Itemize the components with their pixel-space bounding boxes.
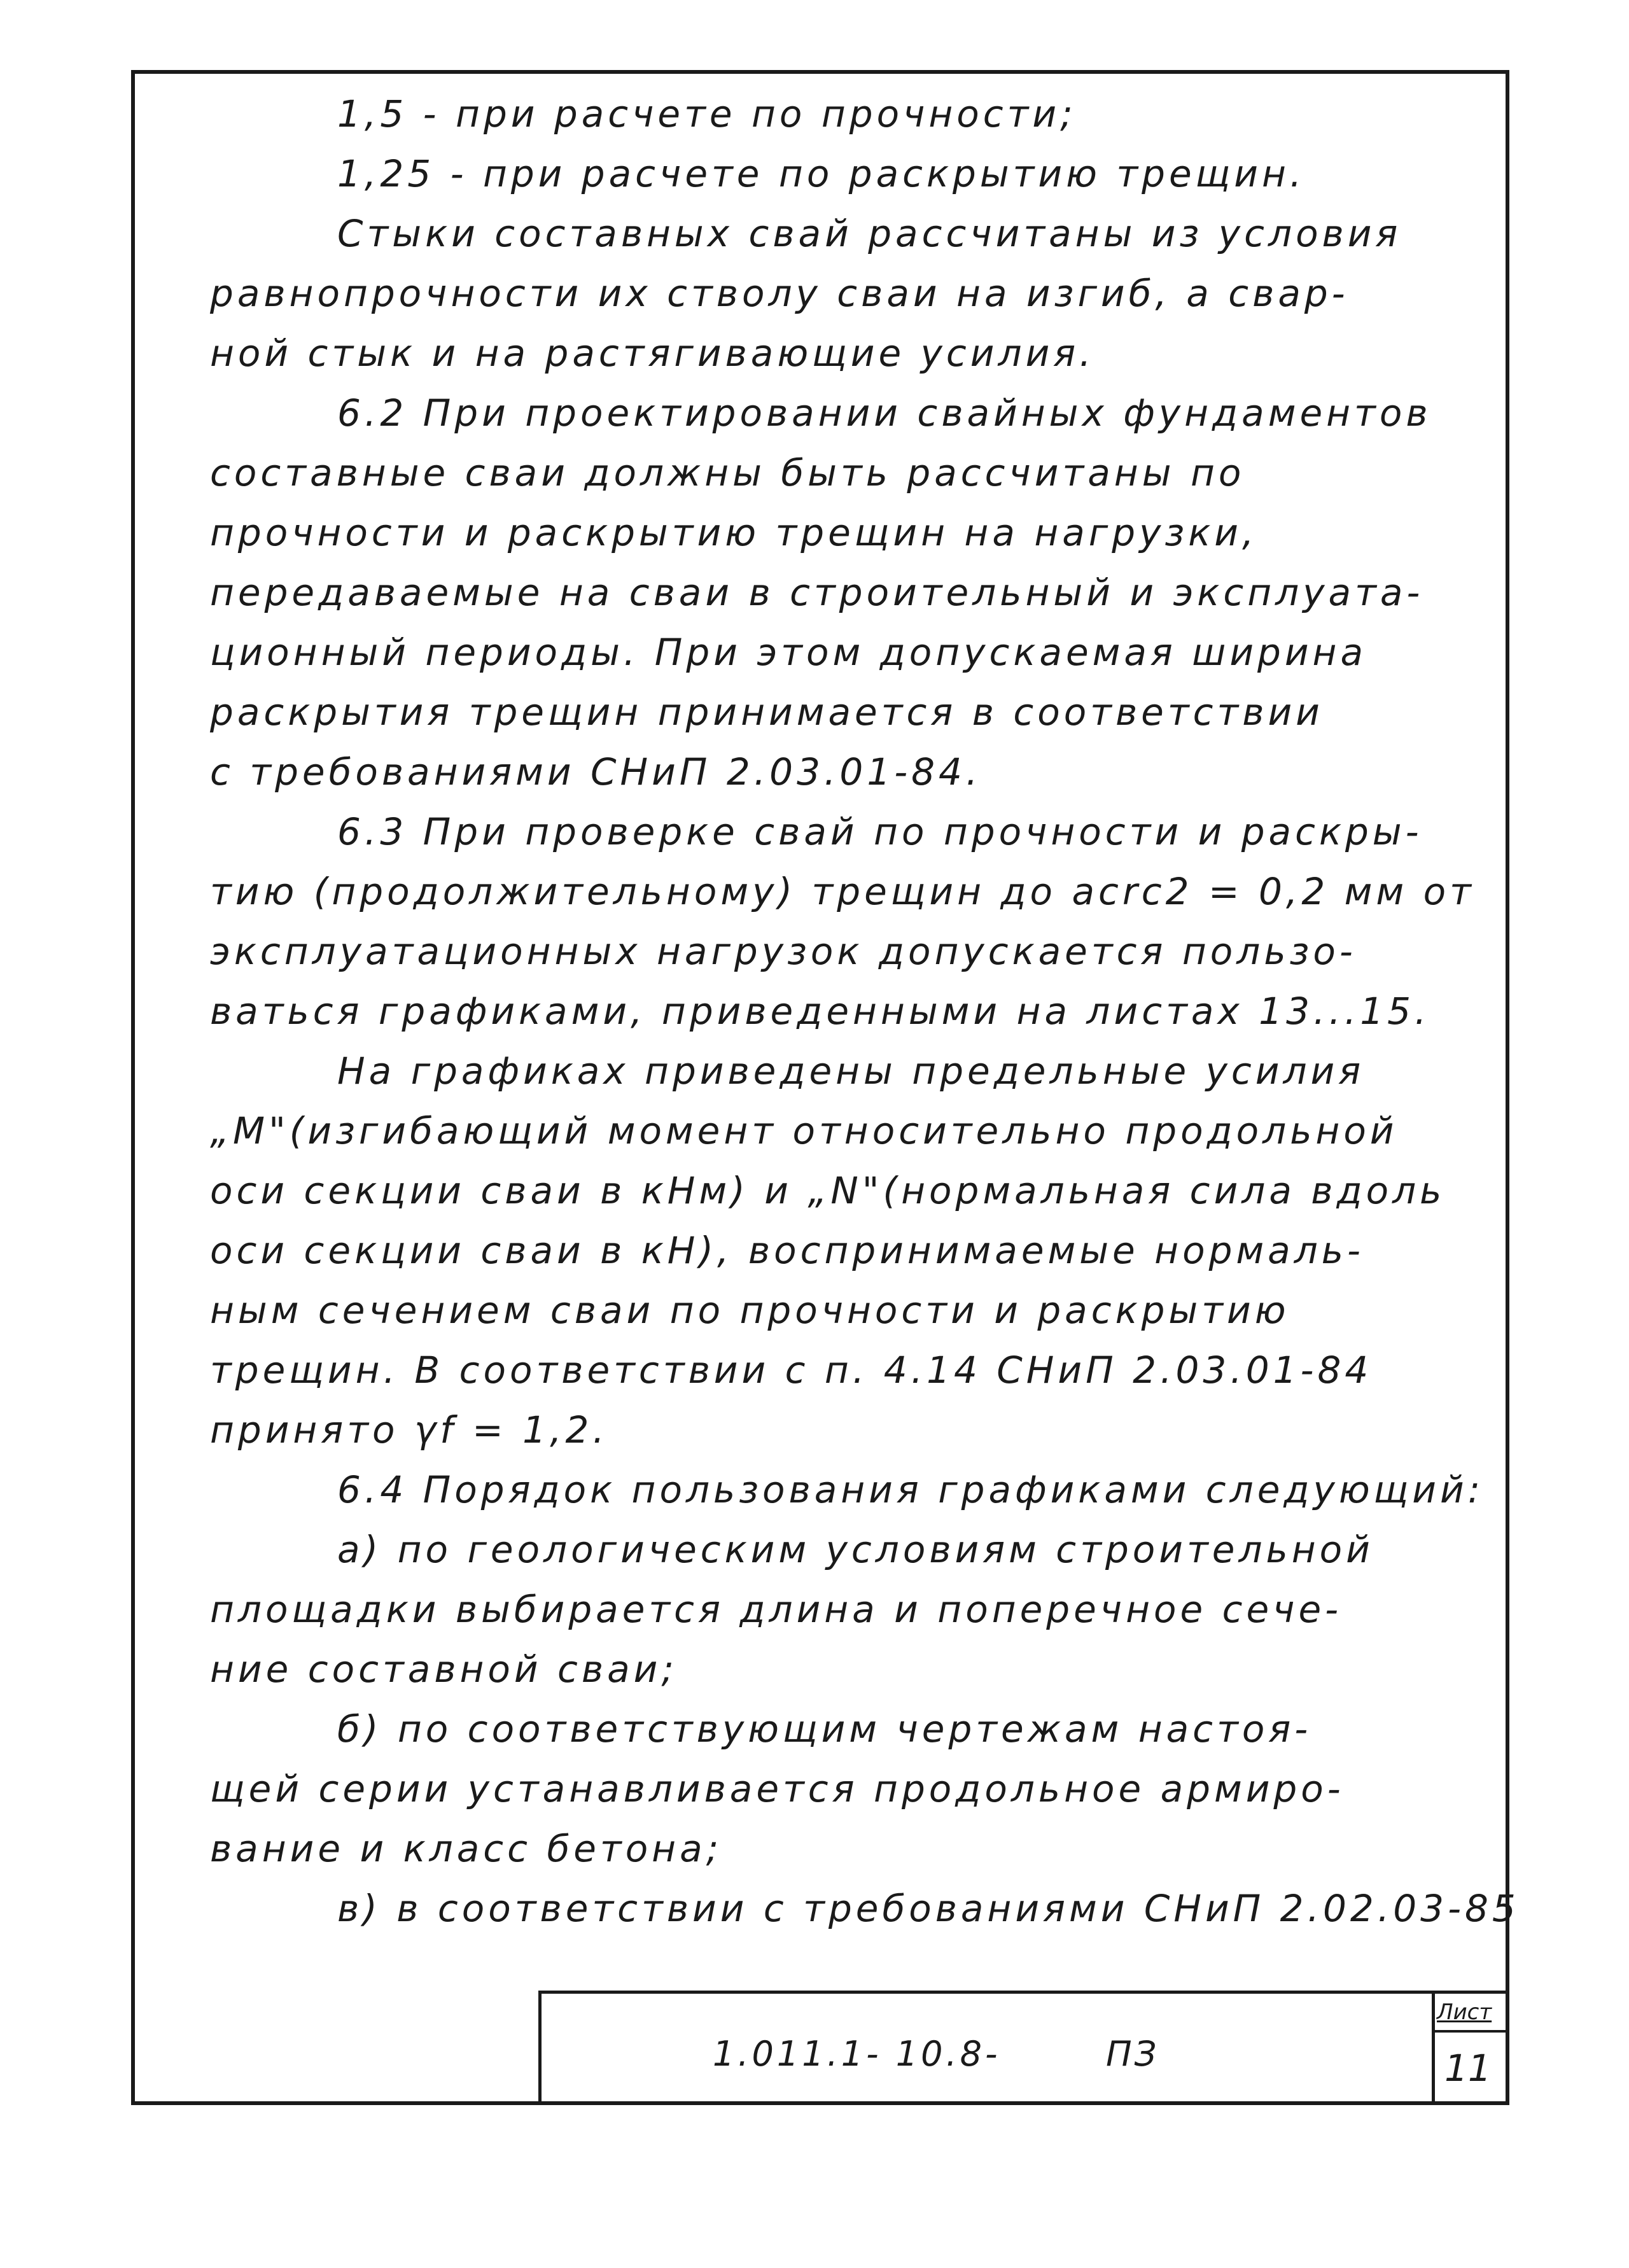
text-line: ционный периоды. При этом допускаемая ширина <box>210 631 1367 674</box>
text-line: раскрытия трещин принимается в соответствии <box>210 690 1324 734</box>
text-line: ным сечением сваи по прочности и раскрытию <box>210 1289 1290 1332</box>
list-item: а) по геологическим условиям строительной <box>337 1528 1374 1571</box>
document-type: ПЗ <box>1106 2034 1159 2074</box>
divider <box>1432 2030 1509 2033</box>
text-line: щей серии устанавливается продольное армиро- <box>210 1767 1345 1810</box>
text-line: составные сваи должны быть рассчитаны по <box>210 451 1245 494</box>
text-line: 1,25 - при расчете по раскрытию трещин. <box>337 152 1306 195</box>
text-line: оси секции сваи в кН), воспринимаемые нормаль- <box>210 1229 1364 1272</box>
text-line: принято γf = 1,2. <box>210 1408 608 1452</box>
text-line: площадки выбирается длина и поперечное сече- <box>210 1588 1343 1631</box>
sheet-number: 11 <box>1444 2047 1492 2090</box>
text-line: ние составной сваи; <box>210 1648 678 1691</box>
title-block <box>538 1991 1509 2105</box>
text-line: Стыки составных свай рассчитаны из условия <box>337 212 1402 255</box>
text-line: тию (продолжительному) трещин до acrc2 = 0,2 мм от <box>210 870 1475 913</box>
document-code: 1.011.1- 10.8- <box>713 2034 1001 2074</box>
section-6-4-heading: 6.4 Порядок пользования графиками следующий: <box>337 1468 1485 1511</box>
text-line: эксплуатационных нагрузок допускается пользо- <box>210 930 1357 973</box>
section-6-3-heading: 6.3 При проверке свай по прочности и раскры- <box>337 810 1423 853</box>
section-6-2-heading: 6.2 При проектировании свайных фундаментов <box>337 391 1432 435</box>
text-line: ваться графиками, приведенными на листах 13...15. <box>210 990 1430 1033</box>
text-line: „M"(изгибающий момент относительно продольной <box>210 1109 1398 1152</box>
text-line: передаваемые на сваи в строительный и эксплуата- <box>210 571 1424 614</box>
sheet-label: Лист <box>1437 1999 1492 2025</box>
text-line: оси секции сваи в кНм) и „N"(нормальная сила вдоль <box>210 1169 1446 1212</box>
text-line: 1,5 - при расчете по прочности; <box>337 92 1077 136</box>
text-line: с требованиями СНиП 2.03.01-84. <box>210 750 982 794</box>
text-line: прочности и раскрытию трещин на нагрузки, <box>210 511 1258 554</box>
text-line: На графиках приведены предельные усилия <box>337 1049 1365 1093</box>
text-line: трещин. В соответствии с п. 4.14 СНиП 2.03.01-84 <box>210 1348 1373 1392</box>
text-line: равнопрочности их стволу сваи на изгиб, а свар- <box>210 272 1349 315</box>
text-line: вание и класс бетона; <box>210 1827 723 1870</box>
list-item: в) в соответствии с требованиями СНиП 2.02.03-85 <box>337 1887 1520 1930</box>
list-item: б) по соответствующим чертежам настоя- <box>337 1707 1312 1751</box>
text-line: ной стык и на растягивающие усилия. <box>210 332 1095 375</box>
